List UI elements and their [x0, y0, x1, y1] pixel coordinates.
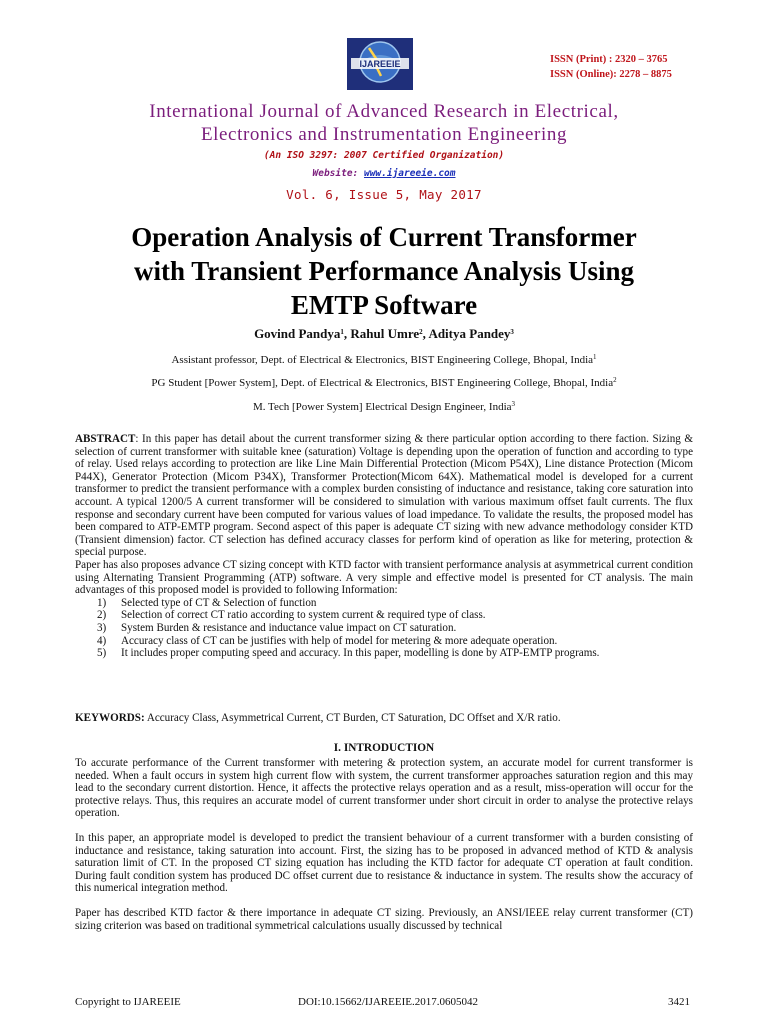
- author-name: Aditya Pandey: [428, 326, 511, 341]
- affiliation-1: [0, 354, 768, 366]
- affiliation-sup: 2: [613, 376, 617, 384]
- author-name: Rahul Umre: [350, 326, 420, 341]
- abstract-paragraph-1: [75, 433, 693, 559]
- list-item: [75, 647, 693, 660]
- website-line: [0, 168, 768, 179]
- paper-title: [40, 220, 728, 322]
- list-number: 3): [97, 621, 107, 634]
- list-number: 4): [97, 634, 107, 647]
- journal-name: [0, 100, 768, 146]
- advantages-list: [75, 597, 693, 660]
- list-text: Accuracy class of CT can be justifies with help of model for metering & more adequate operation.: [121, 634, 558, 647]
- list-number: 1): [97, 596, 107, 609]
- section-heading-introduction: I. INTRODUCTION: [333, 742, 435, 754]
- footer-page-number: 3421: [668, 996, 690, 1008]
- list-text: System Burden & resistance and inductance value impact on CT saturation.: [121, 621, 457, 634]
- list-item: [75, 609, 693, 622]
- affiliation-text: PG Student [Power System], Dept. of Electrical & Electronics, BIST Engineering College, Bhopal, India: [151, 377, 614, 389]
- list-text: It includes proper computing speed and accuracy. In this paper, modelling is done by ATP-EMTP programs.: [121, 647, 600, 660]
- affiliation-text: Assistant professor, Dept. of Electrical & Electronics, BIST Engineering College, Bhopal, India: [171, 354, 594, 366]
- author-list: Govind Pandya$^1$, Rahul Umre$^2$, Aditya Pandey$^3$: [254, 326, 514, 341]
- title-line2: with Transient Performance Analysis Using: [133, 256, 634, 286]
- keywords-text: Accuracy Class, Asymmetrical Current, CT Burden, CT Saturation, DC Offset and X/R ratio.: [144, 712, 561, 724]
- affiliation-2: [0, 377, 768, 389]
- list-text: Selection of correct CT ratio according to system current & required type of class.: [121, 609, 486, 622]
- affiliation-sup: 1: [593, 353, 597, 361]
- list-item: [75, 622, 693, 635]
- affiliation-text: M. Tech [Power System] Electrical Design Engineer, India: [252, 401, 512, 413]
- abstract-paragraph-2: Paper has also proposes advance CT sizing concept with KTD factor with transient performance analysis at asymmetrical current condition using Alternating Transient Programming (ATP) software. A very simple and effective model is presented for CT analysis. The main advantages of this proposed model is provided to following Information:: [75, 558, 693, 597]
- abstract-label: ABSTRACT: [75, 433, 136, 445]
- list-item: [75, 597, 693, 610]
- list-number: 2): [97, 609, 107, 622]
- journal-name-line1: International Journal of Advanced Research in Electrical,: [149, 101, 619, 122]
- title-line3: EMTP Software: [290, 290, 478, 320]
- keywords-label: KEYWORDS:: [75, 712, 145, 724]
- affiliation-sup: 3: [511, 400, 516, 408]
- issn-block: [550, 52, 672, 82]
- svg-text:IJAREEIE: IJAREEIE: [359, 59, 401, 69]
- author-sup: 1: [340, 328, 344, 336]
- list-text: Selected type of CT & Selection of function: [121, 596, 317, 609]
- intro-paragraph-1: To accurate performance of the Current transformer with metering & protection system, an accurate model for current transformer is needed. When a fault occurs in system high current flow with system, the current transformer approaches saturation region and this may lead to the secondary current distortion. Hence, it affects the protective relays operation and as a result, miss-operation will occur for the protective relays. Thus, this requires an accurate model of current transformer under short circuit in order to analyse the protective relays operation.: [75, 757, 693, 820]
- website-label: Website:: [312, 168, 364, 179]
- issn-online: ISSN (Online): 2278 – 8875: [550, 69, 672, 80]
- list-number: 5): [97, 647, 107, 660]
- website-link[interactable]: www.ijareeie.com: [363, 168, 456, 179]
- affiliation-3: [0, 401, 768, 413]
- title-line1: Operation Analysis of Current Transformer: [131, 222, 637, 252]
- keywords: [75, 712, 693, 725]
- author-sup: 3: [510, 328, 514, 336]
- abstract: [75, 433, 693, 660]
- footer-doi: DOI:10.15662/IJAREEIE.2017.0605042: [298, 996, 478, 1008]
- list-item: [75, 635, 693, 648]
- footer-copyright: Copyright to IJAREEIE: [75, 996, 181, 1008]
- journal-name-line2: Electronics and Instrumentation Engineering: [200, 124, 568, 145]
- intro-paragraph-2: In this paper, an appropriate model is developed to predict the transient behaviour of a current transformer with a burden consisting of inductance and resistance, taking saturation into account. First, the sizing has to be proposed in advanced method of KTD & analysis saturation limit of CT. In the proposed CT sizing equation has including the KTD factor for adequate CT operation at fault condition. During fault condition system has produced DC offset current due to resistance & inductance in system. The results show the accuracy of this numerical integration method.: [75, 831, 693, 895]
- journal-logo: [347, 38, 413, 90]
- abstract-text: : In this paper has detail about the current transformer sizing & there particular option according to there faction. Sizing & selection of current transformer with suitable knee (saturation) Voltage is depending upon the operation of function and according to type of relay. Used relays according to protection are like Line Main Differential Protection (Micom P54X), Line distance Protection (Micom P44X), Generator Protection (Micom P34X), Transformer Protection(Micom 64X). Mathematical model is developed for a current transformer to predict the transient performance with a complex burden consisting of inductance and resistance, taking core saturation into account. A typical 1200/5 A current transformer will be considered to simulation with various maximum offset fault currents. The flux response and secondary current have been computed for various values of load impedance. To validate the results, the proposed model has been compared to ATP-EMTP program. Second aspect of this paper is adequate CT sizing with new advance methodology consider KTD (Transient dimension) factor. CT selection has defined accuracy classes for perform kind of operation as like for metering, protection & special purpose.: [75, 433, 693, 559]
- introduction: [75, 757, 693, 932]
- issn-print: ISSN (Print) : 2320 – 3765: [550, 54, 668, 65]
- volume-issue: Vol. 6, Issue 5, May 2017: [286, 187, 482, 202]
- author-sup: 2: [419, 328, 423, 336]
- iso-certification: (An ISO 3297: 2007 Certified Organization): [263, 150, 505, 161]
- intro-paragraph-3: Paper has described KTD factor & there importance in adequate CT sizing. Previously, an ANSI/IEEE relay current transformer (CT) sizing criterion was based on traditional symmetrical calculations usually discussed by technical: [75, 906, 693, 932]
- author-name: Govind Pandya: [254, 326, 341, 341]
